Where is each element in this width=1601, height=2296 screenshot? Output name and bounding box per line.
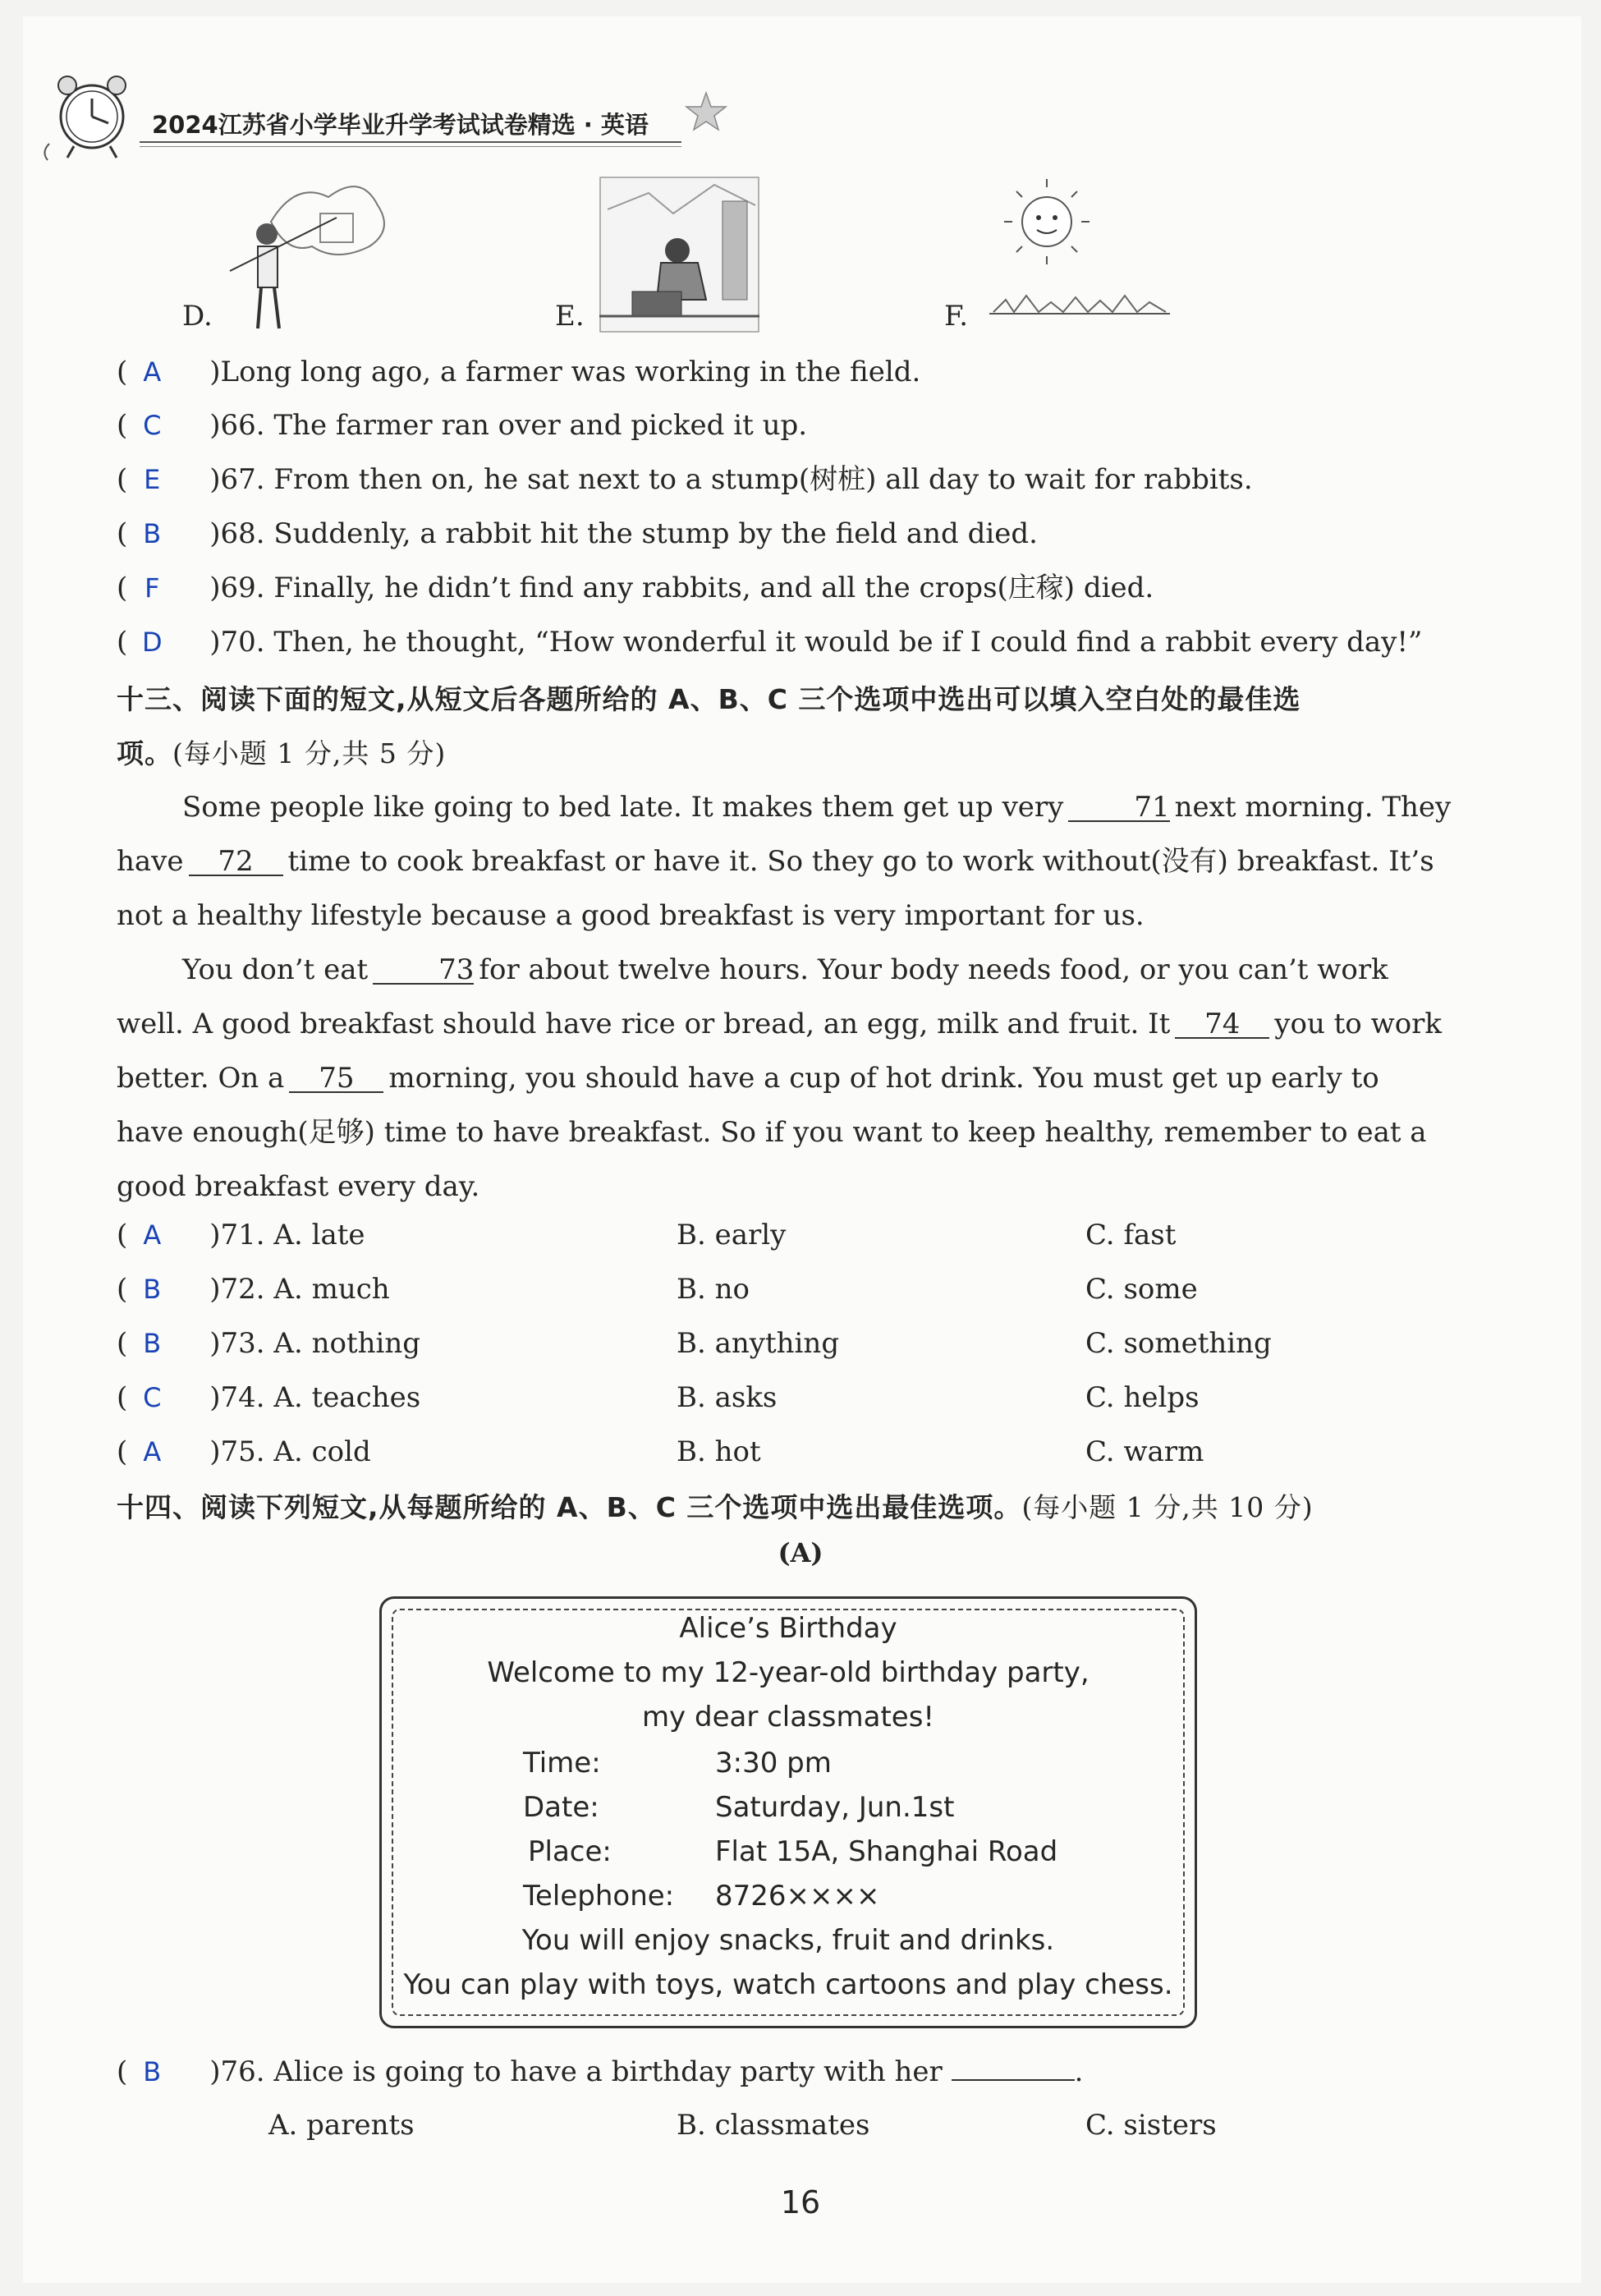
option-a: cold [311,1435,371,1468]
card-title: Alice’s Birthday [679,1612,897,1645]
passage [117,780,1467,1214]
card-telephone-value: 8726×××× [715,1880,880,1913]
option-b [677,1273,750,1306]
answer-blank [952,2055,1075,2081]
passage-line [117,997,1467,1051]
option-b [677,1327,839,1360]
option-label: C. [1085,1273,1115,1306]
option-text: asks [714,1381,778,1414]
card-time-value: 3:30 pm [715,1747,832,1779]
passage-text: for about twelve hours. Your body needs food, or you can’t work [479,953,1388,986]
option-text: some [1123,1273,1198,1306]
picture-d-label: D. [182,300,213,333]
header-title: 2024江苏省小学毕业升学考试试卷精选 · 英语 [152,111,649,139]
option-c [1085,1219,1176,1251]
question-number: )73. A. [209,1327,303,1360]
passage-line: not a healthy lifestyle because a good breakfast is very important for us. [117,899,1145,932]
story-line: ( B )68. Suddenly, a rabbit hit the stump by the field and died. [117,517,1038,550]
option-a: late [311,1219,365,1251]
question-stem: ( B )73. A. nothing [117,1327,421,1360]
passage-text: next morning. They [1174,791,1452,824]
passage-text: have [117,845,184,878]
option-c [1085,1273,1198,1306]
option-label: B. [677,1219,706,1251]
question-number: )71. A. [209,1219,303,1251]
page-number: 16 [780,2184,821,2220]
card-activities-line: You can play with toys, watch cartoons and play chess. [403,1968,1173,2001]
star-icon [681,89,731,138]
passage-text: better. On a [117,1062,285,1095]
option-text: fast [1123,1219,1177,1251]
option-a: nothing [311,1327,421,1360]
option-text: early [714,1219,787,1251]
option-label: C. [1085,1327,1115,1360]
farmer-sitting-by-stump-picture [599,177,759,333]
option-label: C. [1085,1381,1115,1414]
option-label: B. [677,1327,706,1360]
part-a-label: (A) [778,1537,823,1568]
section-14-heading [117,1486,1314,1525]
picture-e-label: E. [555,300,585,333]
section-13-note: (每小题 1 分,共 5 分) [172,737,447,769]
option-c [1085,1381,1200,1414]
picture-f-label: F. [944,300,969,333]
question-stem: ( A )75. A. cold [117,1435,371,1468]
option-label: C. [1085,1219,1115,1251]
question-stem: ( A )71. A. late [117,1219,365,1251]
option-c: C. sisters [1085,2109,1217,2142]
answer-mark: A [143,1219,162,1251]
passage-line: good breakfast every day. [117,1170,480,1203]
story-text: )Long long ago, a farmer was working in the field. [209,356,921,388]
alarm-clock-icon [33,66,148,164]
passage-text: time to cook breakfast or have it. So they go to work without(没有) breakfast. It’s [287,845,1434,878]
question-stem: ( B )72. A. much [117,1273,390,1306]
answer-mark: C [143,1382,162,1413]
answer-mark: E [144,464,161,495]
blank-75: 75 [289,1065,383,1093]
passage-text: Some people like going to bed late. It makes them get up very [182,791,1064,824]
option-b: B. classmates [677,2109,870,2142]
option-a: teaches [311,1381,421,1414]
passage-line [117,780,1467,834]
card-place-value: Flat 15A, Shanghai Road [715,1835,1058,1868]
section-14-title: 十四、阅读下列短文,从每题所给的 A、B、C 三个选项中选出最佳选项。 [117,1491,1022,1523]
question-stem: ( C )74. A. teaches [117,1381,421,1414]
answer-mark: D [141,627,163,658]
section-14-note: (每小题 1 分,共 10 分) [1021,1491,1314,1523]
answer-mark: A [143,1436,162,1467]
section-13-heading: 十三、阅读下面的短文,从短文后各题所给的 A、B、C 三个选项中选出可以填入空白处的最佳选 [117,683,1301,715]
passage-line: have enough(足够) time to have breakfast. So if you want to keep healthy, remember to eat a [117,1116,1427,1149]
answer-mark: F [145,572,160,604]
passage-line [117,1051,1467,1105]
option-label: B. [677,1435,706,1468]
sun-over-dead-crops-picture [989,172,1170,337]
blank-72: 72 [189,848,283,876]
card-enjoy-line: You will enjoy snacks, fruit and drinks. [521,1924,1055,1957]
story-text: )66. The farmer ran over and picked it up. [209,409,808,442]
header-rule-thin [140,146,681,147]
card-greeting: my dear classmates! [641,1701,935,1733]
story-line: ( E )67. From then on, he sat next to a stump(树桩) all day to wait for rabbits. [117,463,1253,496]
question-number: )75. A. [209,1435,303,1468]
question-number: )74. A. [209,1381,303,1414]
option-b [677,1381,777,1414]
farmer-with-hoe-picture [222,172,394,337]
question-text: )76. Alice is going to have a birthday party with her [209,2055,943,2088]
option-text: anything [714,1327,840,1360]
option-text: helps [1123,1381,1200,1414]
passage-text: you to work [1274,1008,1443,1040]
card-date-value: Saturday, Jun.1st [715,1791,955,1824]
story-text: )67. From then on, he sat next to a stump(树桩) all day to wait for rabbits. [209,463,1253,496]
option-c [1085,1435,1204,1468]
option-b [677,1435,761,1468]
story-text: )69. Finally, he didn’t find any rabbits, and all the crops(庄稼) died. [209,572,1154,604]
answer-mark: B [143,518,162,549]
answer-mark: A [143,356,162,388]
card-date-label: Date: [523,1791,599,1824]
passage-line [117,834,1467,889]
card-welcome: Welcome to my 12-year-old birthday party, [487,1656,1090,1689]
option-label: C. [1085,1435,1115,1468]
question-end: . [1074,2055,1084,2088]
story-line: ( D )70. Then, he thought, “How wonderful it would be if I could find a rabbit every day!” [117,626,1423,659]
option-a: A. parents [268,2109,415,2142]
answer-mark: B [143,1328,162,1359]
story-line: ( A )Long long ago, a farmer was working in the field. [117,356,921,388]
question-76: ( B )76. Alice is going to have a birthday party with her . [117,2055,1084,2088]
blank-74: 74 [1175,1011,1269,1039]
answer-mark: B [143,2056,162,2087]
story-text: )70. Then, he thought, “How wonderful it would be if I could find a rabbit every day!” [209,626,1423,659]
story-line: ( C )66. The farmer ran over and picked it up. [117,409,808,442]
passage-line [117,943,1467,997]
blank-71: 71 [1068,794,1169,822]
blank-73: 73 [373,957,474,985]
section-13-heading-cont [117,732,446,771]
option-b [677,1219,786,1251]
card-place-label: Place: [528,1835,612,1868]
story-line: ( F )69. Finally, he didn’t find any rabbits, and all the crops(庄稼) died. [117,572,1154,604]
section-13-heading-end: 项。 [117,737,172,769]
option-text: no [714,1273,750,1306]
header-rule [140,141,681,143]
option-label: B. [677,1381,706,1414]
card-time-label: Time: [523,1747,601,1779]
passage-text: morning, you should have a cup of hot drink. You must get up early to [388,1062,1379,1095]
option-text: warm [1123,1435,1204,1468]
option-text: something [1123,1327,1272,1360]
answer-mark: C [143,410,162,441]
card-telephone-label: Telephone: [523,1880,675,1913]
passage-text: You don’t eat [182,953,369,986]
invitation-card [379,1596,1197,2028]
question-number: )72. A. [209,1273,303,1306]
answer-mark: B [143,1274,162,1305]
story-text: )68. Suddenly, a rabbit hit the stump by the field and died. [209,517,1038,550]
option-text: hot [714,1435,761,1468]
option-label: B. [677,1273,706,1306]
option-a: much [311,1273,390,1306]
passage-text: well. A good breakfast should have rice or bread, an egg, milk and fruit. It [117,1008,1171,1040]
option-c [1085,1327,1272,1360]
